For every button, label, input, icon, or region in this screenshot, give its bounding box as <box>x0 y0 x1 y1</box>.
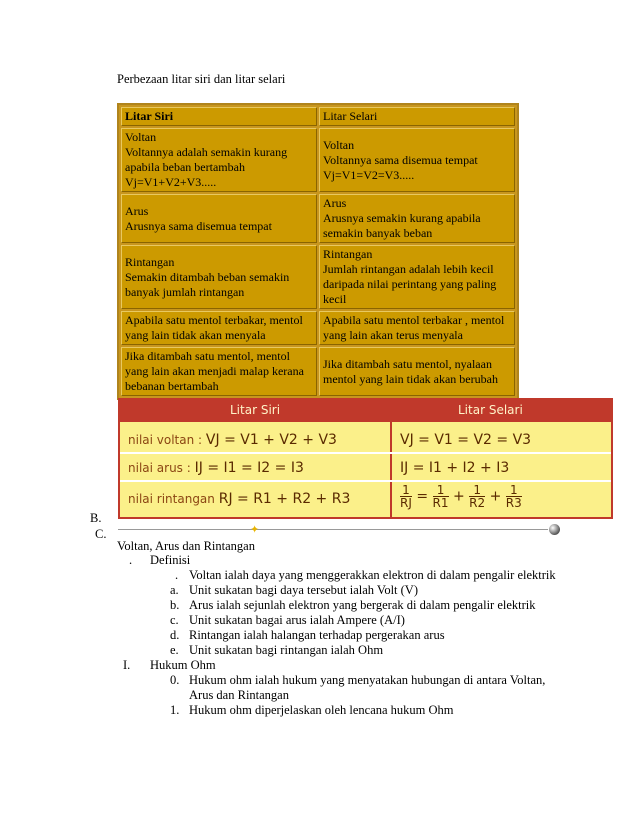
label-c: C. <box>95 527 107 541</box>
definisi-marker: . <box>129 553 133 567</box>
comparison-table <box>117 103 519 400</box>
formula-selari-arus: IJ = I1 + I2 + I3 <box>400 460 510 476</box>
formula-image <box>118 398 613 519</box>
list-marker: c. <box>170 613 179 627</box>
cell-siri-rintangan: Rintangan Semakin ditambah beban semakin banyak jumlah rintangan <box>121 245 317 309</box>
header-litar-selari: Litar Selari <box>319 107 515 126</box>
list-item: Arus ialah sejunlah elektron yang bergerak di dalam pengalir elektrik <box>189 598 536 612</box>
cell-siri-tambah-mentol: Jika ditambah satu mentol, mentol yang lain akan menjadi malap kerana bebanan bertambah <box>121 347 317 396</box>
formula-header <box>120 400 611 422</box>
formula-head-siri: Litar Siri <box>230 403 281 417</box>
cell-siri-arus: Arus Arusnya sama disemua tempat <box>121 194 317 243</box>
formula-row-voltan <box>120 426 611 454</box>
cell-selari-rintangan: Rintangan Jumlah rintangan adalah lebih kecil daripada nilai perintang yang paling kecil <box>319 245 515 309</box>
label-b: B. <box>90 511 102 525</box>
table-row <box>121 347 515 396</box>
definisi-title: Definisi <box>150 553 191 567</box>
formula-selari-rintangan: $\frac{1}{RJ}$ = $\frac{1}{R1}$ + $\frac{1}{R2}$ + $\frac{1}{R3}$ <box>400 483 522 510</box>
header-litar-siri: Litar Siri <box>121 107 317 126</box>
formula-row-rintangan <box>120 482 611 515</box>
table-header-row <box>121 107 515 126</box>
cell-selari-mentol-terbakar: Apabila satu mentol terbakar , mentol yang lain akan terus menyala <box>319 311 515 345</box>
list-marker: . <box>175 568 179 582</box>
divider-line <box>118 529 548 530</box>
list-item: Unit sukatan bagi daya tersebut ialah Volt (V) <box>189 583 418 597</box>
list-item: Unit sukatan bagai arus ialah Ampere (A/I) <box>189 613 405 627</box>
table-row <box>121 194 515 243</box>
formula-label-voltan: nilai voltan : VJ = V1 + V2 + V3 <box>128 432 337 448</box>
hukum-ohm-title: Hukum Ohm <box>150 658 216 672</box>
hukum-ohm-marker: I. <box>123 658 131 672</box>
formula-head-selari: Litar Selari <box>458 403 523 417</box>
star-icon: ✦ <box>250 524 260 536</box>
list-item: Voltan ialah daya yang menggerakkan elektron di dalam pengalir elektrik <box>189 568 556 582</box>
fraction: $\frac{1}{RJ}$ <box>400 483 412 510</box>
formula-label-rintangan: nilai rintangan RJ = R1 + R2 + R3 <box>128 491 351 507</box>
list-item: Hukum ohm ialah hukum yang menyatakan hubungan di antara Voltan, <box>189 673 546 687</box>
table-row <box>121 311 515 345</box>
formula-row-arus <box>120 454 611 482</box>
cell-selari-voltan: Voltan Voltannya sama disemua tempat Vj=V1=V2=V3..... <box>319 128 515 192</box>
list-item: Unit sukatan bagi rintangan ialah Ohm <box>189 643 384 657</box>
list-marker: 1. <box>170 703 180 717</box>
formula-label-arus: nilai arus : IJ = I1 = I2 = I3 <box>128 460 304 476</box>
table-row <box>121 245 515 309</box>
list-marker: b. <box>170 598 180 612</box>
list-marker: e. <box>170 643 179 657</box>
list-item-continuation: Arus dan Rintangan <box>189 688 289 702</box>
page-title: Perbezaan litar siri dan litar selari <box>117 72 286 86</box>
section-heading: Voltan, Arus dan Rintangan <box>117 539 255 553</box>
fraction: $\frac{1}{R3}$ <box>505 483 522 510</box>
cell-siri-mentol-terbakar: Apabila satu mentol terbakar, mentol yang lain tidak akan menyala <box>121 311 317 345</box>
table-row <box>121 128 515 192</box>
fraction: $\frac{1}{R2}$ <box>469 483 486 510</box>
fraction: $\frac{1}{R1}$ <box>432 483 449 510</box>
cell-siri-voltan: Voltan Voltannya adalah semakin kurang apabila beban bertambah Vj=V1+V2+V3..... <box>121 128 317 192</box>
list-item: Hukum ohm diperjelaskan oleh lencana hukum Ohm <box>189 703 454 717</box>
cell-selari-arus: Arus Arusnya semakin kurang apabila semakin banyak beban <box>319 194 515 243</box>
list-item: Rintangan ialah halangan terhadap pergerakan arus <box>189 628 445 642</box>
list-marker: a. <box>170 583 179 597</box>
list-marker: d. <box>170 628 180 642</box>
cell-selari-tambah-mentol: Jika ditambah satu mentol, nyalaan mentol yang lain tidak akan berubah <box>319 347 515 396</box>
list-marker: 0. <box>170 673 180 687</box>
bullet-ball-icon <box>549 524 560 535</box>
formula-selari-voltan: VJ = V1 = V2 = V3 <box>400 432 532 448</box>
